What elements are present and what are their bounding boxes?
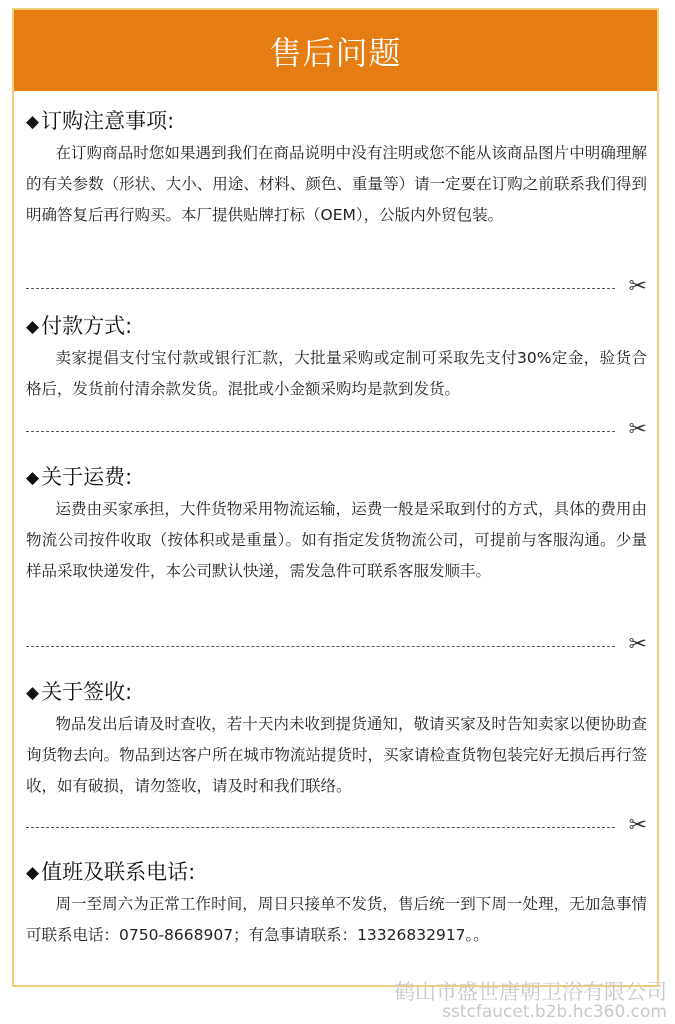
- section-shipping: [26, 464, 647, 587]
- dashed-divider: [26, 274, 647, 299]
- section-title: ◆值班及联系电话:: [26, 860, 196, 884]
- diamond-bullet-icon: ◆: [26, 863, 40, 883]
- section-body: 运费由买家承担，大件货物采用物流运输，运费一般是采取到付的方式，具体的费用由物流公司按件收取（按体积或是重量）。如有指定发货物流公司，可提前与客服沟通。少量样品采取快递发件，本公司默认快递，需发急件可联系客服发顺丰。: [26, 500, 647, 580]
- section-title: ◆关于签收:: [26, 680, 133, 704]
- page-title: 售后问题: [269, 33, 402, 72]
- section-title: ◆订购注意事项:: [26, 109, 175, 133]
- section-body: 物品发出后请及时查收，若十天内未收到提货通知，敬请买家及时告知卖家以便协助查询货物去向。物品到达客户所在城市物流站提货时，买家请检查货物包装完好无损后再行签收，如有破损，请勿签收，请及时和我们联络。: [26, 715, 647, 795]
- site-watermark: sstcfaucet.b2b.hc360.com: [442, 1002, 667, 1022]
- dashed-divider: [26, 813, 647, 838]
- section-body: 周一至周六为正常工作时间，周日只接单不发货，售后统一到下周一处理，无加急事情可联系电话：0750-8668907；有急事请联系：13326832917。。: [26, 895, 647, 944]
- header-banner: [14, 10, 657, 91]
- scissors-icon: ✂: [628, 417, 647, 442]
- section-title: ◆关于运费:: [26, 465, 133, 489]
- section-receipt: [26, 679, 647, 802]
- section-title: ◆付款方式:: [26, 314, 133, 338]
- diamond-bullet-icon: ◆: [26, 683, 40, 703]
- content-frame: [12, 8, 659, 987]
- dashed-divider: [26, 417, 647, 442]
- diamond-bullet-icon: ◆: [26, 112, 40, 132]
- section-order-notes: [26, 108, 647, 231]
- scissors-icon: ✂: [628, 632, 647, 657]
- company-watermark: 鹤山市盛世唐朝卫浴有限公司: [394, 980, 667, 1004]
- dashed-divider: [26, 632, 647, 657]
- scissors-icon: ✂: [628, 813, 647, 838]
- section-payment: [26, 313, 647, 405]
- scissors-icon: ✂: [628, 274, 647, 299]
- diamond-bullet-icon: ◆: [26, 468, 40, 488]
- section-body: 卖家提倡支付宝付款或银行汇款，大批量采购或定制可采取先支付30%定金，验货合格后，发货前付清余款发货。混批或小金额采购均是款到发货。: [26, 349, 647, 398]
- section-contact: [26, 859, 647, 951]
- diamond-bullet-icon: ◆: [26, 317, 40, 337]
- section-body: 在订购商品时您如果遇到我们在商品说明中没有注明或您不能从该商品图片中明确理解的有关参数（形状、大小、用途、材料、颜色、重量等）请一定要在订购之前联系我们得到明确答复后再行购买。本厂提供贴牌打标（OEM），公版内外贸包装。: [26, 144, 647, 224]
